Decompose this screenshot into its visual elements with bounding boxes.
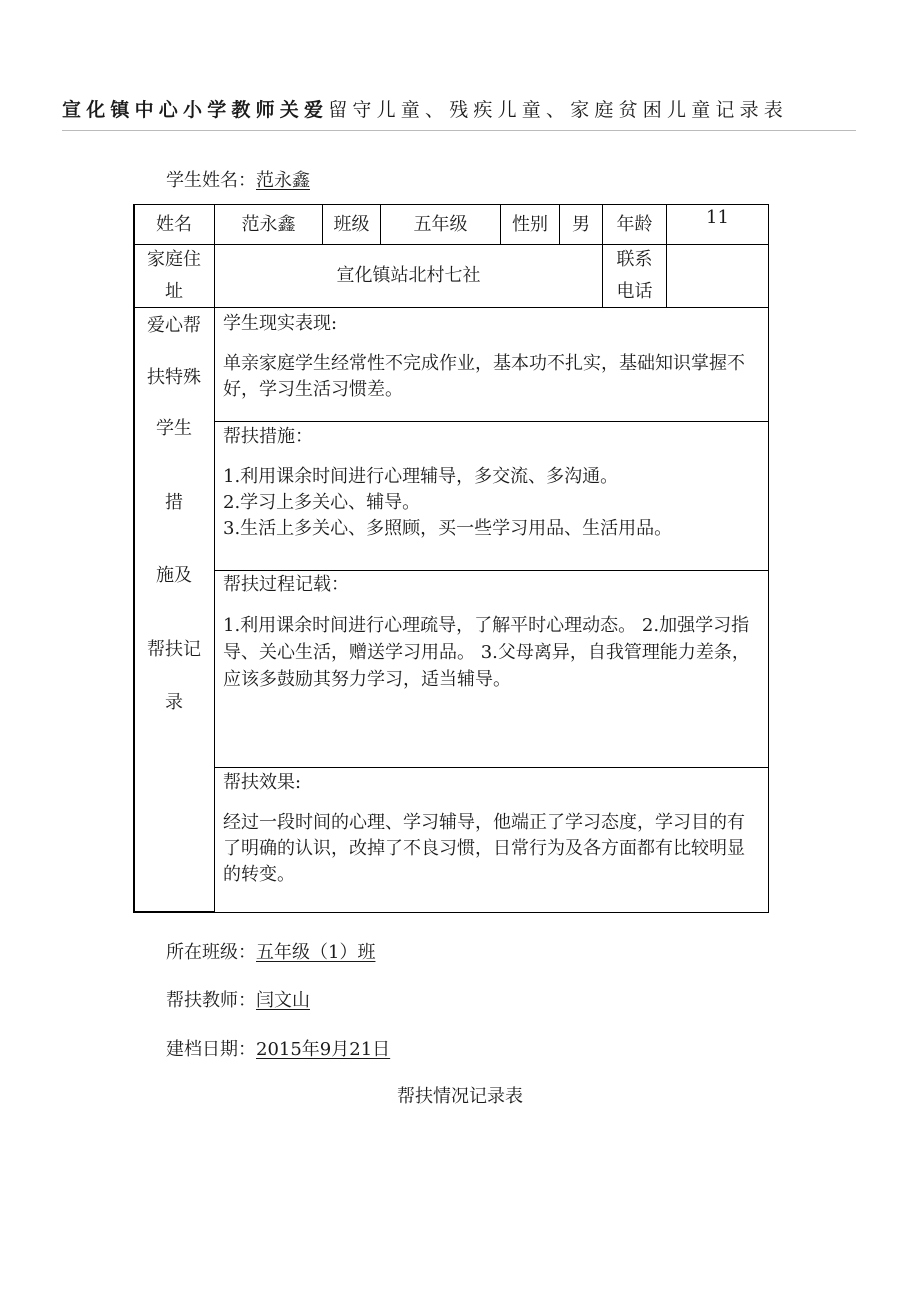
side-label-line: 措 — [165, 492, 183, 513]
side-label-line: 扶特殊 — [147, 367, 201, 388]
table-border-right — [768, 204, 769, 913]
performance-bottom-line — [214, 421, 769, 422]
teacher-field — [166, 986, 310, 1012]
table-border-bottom-left — [133, 911, 214, 913]
name-label: 姓名 — [156, 213, 192, 235]
process-text: 1.利用课余时间进行心理疏导，了解平时心理动态。 2.加强学习指导、关心生活，赠送学习用品。 3.父母离异，自我管理能力差条，应该多鼓励其努力学习，适当辅导。 — [223, 615, 750, 690]
class-field — [166, 938, 375, 964]
effect-text: 经过一段时间的心理、学习辅导，他端正了学习态度，学习目的有了明确的认识，改掉了不良习惯，日常行为及各方面都有比较明显的转变。 — [223, 812, 745, 885]
side-label-line: 学生 — [156, 418, 192, 439]
document-title-bold: 宣化镇中心小学教师关爱 — [62, 99, 329, 121]
measures-item: 2.学习上多关心、辅导。 — [223, 492, 421, 513]
class-value: 五年级（1）班 — [256, 942, 376, 963]
name-value: 范永鑫 — [241, 213, 296, 235]
measures-item: 1.利用课余时间进行心理辅导，多交流、多沟通。 — [223, 466, 619, 487]
effect-section — [223, 770, 753, 888]
phone-value — [667, 245, 768, 307]
address-label — [134, 245, 214, 307]
process-section — [223, 572, 751, 693]
measures-bottom-line — [214, 570, 769, 571]
age-value: 11 — [706, 207, 729, 228]
grade-value: 五年级 — [413, 213, 468, 235]
measures-section — [223, 424, 758, 542]
age-label: 年龄 — [616, 213, 653, 235]
measures-item: 3.生活上多关心、多照顾，买一些学习用品、生活用品。 — [223, 518, 673, 539]
footer-title: 帮扶情况记录表 — [397, 1086, 523, 1107]
grade-label: 班级 — [333, 213, 370, 235]
side-label-line: 录 — [165, 692, 183, 713]
process-label: 帮扶过程记载： — [223, 574, 349, 595]
table-border-bottom — [214, 912, 769, 913]
date-field — [166, 1035, 390, 1061]
phone-label — [603, 245, 666, 307]
gender-label: 性别 — [512, 213, 548, 235]
side-label-line: 爱心帮 — [147, 315, 201, 336]
address-label-line1: 家庭住 — [147, 249, 201, 270]
student-name-label: 学生姓名： — [166, 170, 256, 191]
teacher-value: 闫文山 — [256, 990, 310, 1011]
address-label-line2: 址 — [165, 281, 183, 302]
effect-label: 帮扶效果: — [223, 772, 302, 793]
document-title-rest: 留守儿童、残疾儿童、家庭贫困儿童记录表 — [328, 99, 789, 121]
side-col-line — [214, 307, 215, 913]
address-value: 宣化镇站北村七社 — [336, 265, 481, 286]
gender-value: 男 — [572, 213, 590, 235]
date-label: 建档日期： — [166, 1039, 256, 1060]
document-title — [62, 95, 862, 122]
student-name-field — [166, 166, 310, 192]
performance-text: 单亲家庭学生经常性不完成作业，基本功不扎实，基础知识掌握不好，学习生活习惯差。 — [223, 353, 745, 400]
performance-label: 学生现实表现: — [223, 313, 338, 334]
side-label-line: 帮扶记 — [147, 639, 201, 660]
performance-section — [223, 311, 753, 403]
teacher-label: 帮扶教师： — [166, 990, 256, 1011]
header-divider — [62, 130, 856, 131]
phone-label-line2: 电话 — [616, 281, 653, 302]
process-bottom-line — [214, 767, 769, 768]
phone-label-line1: 联系 — [616, 249, 653, 270]
date-value: 2015年9月21日 — [256, 1039, 391, 1060]
side-label-line: 施及 — [156, 565, 192, 586]
class-label: 所在班级： — [166, 942, 256, 963]
student-name-value: 范永鑫 — [256, 170, 310, 191]
row2-bottom-line — [134, 307, 769, 308]
measures-label: 帮扶措施： — [223, 426, 313, 447]
